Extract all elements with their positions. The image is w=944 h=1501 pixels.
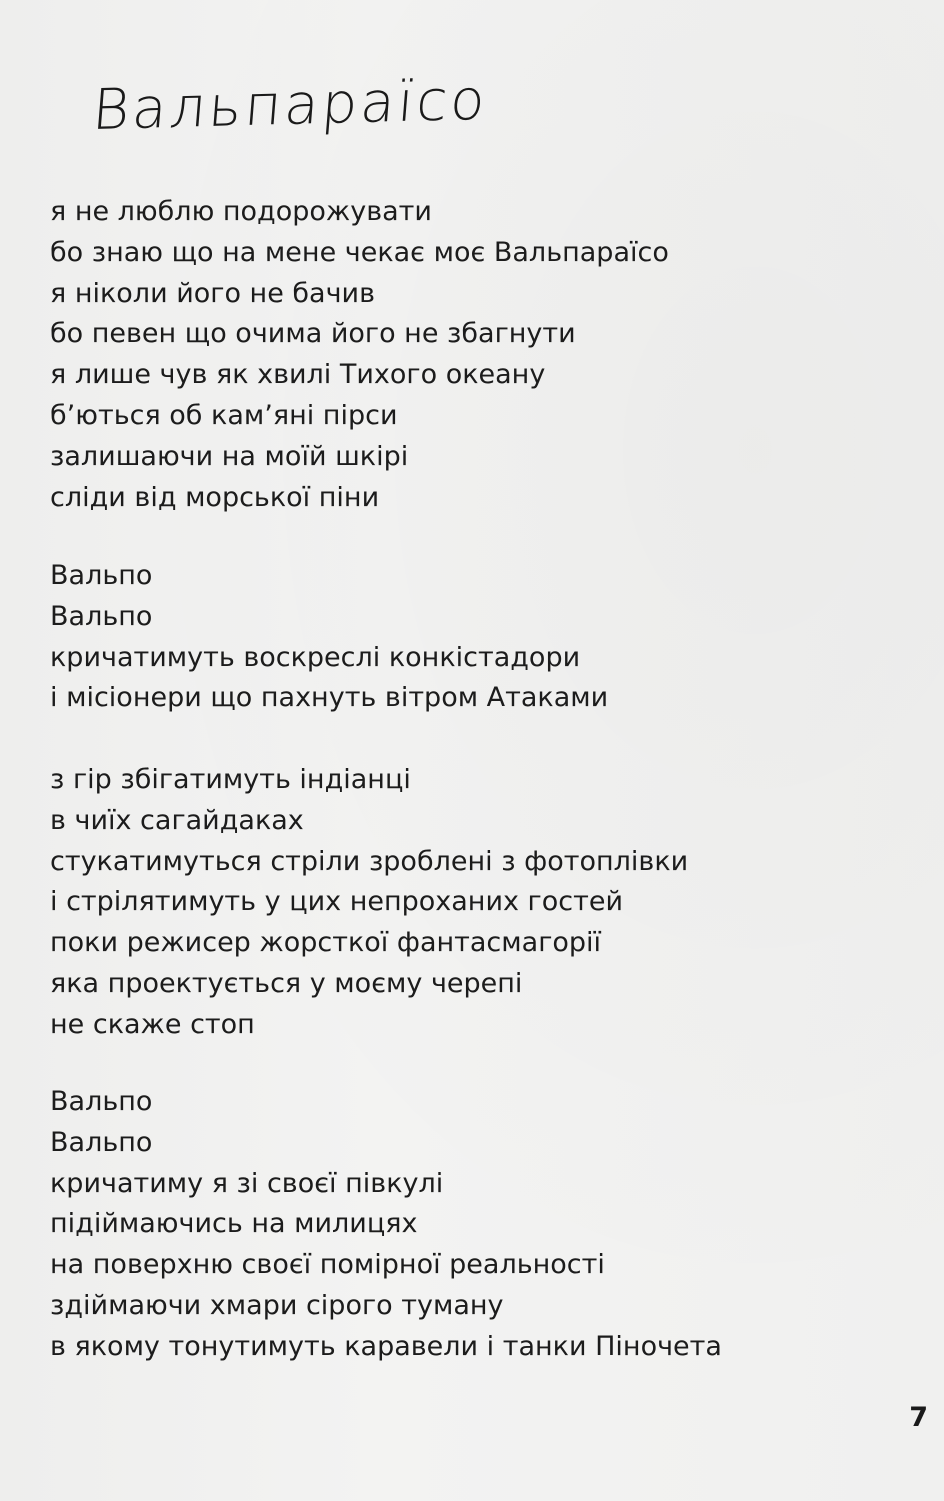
- stanza-3: [50, 760, 688, 1046]
- page-number: 7: [909, 1402, 928, 1433]
- poem-line: на поверхню своєї помірної реальності: [50, 1249, 605, 1281]
- poem-line: з гір збігатимуть індіанці: [50, 764, 411, 795]
- poem-line: кричатиму я зі своєї півкулі: [50, 1167, 444, 1199]
- poem-line: бо знаю що на мене чекає моє Вальпараїсо: [50, 236, 669, 268]
- stanza-1: [50, 192, 669, 518]
- poem-line: залишаючи на моїй шкірі: [50, 440, 409, 472]
- poem-line: кричатимуть воскреслі конкістадори: [50, 641, 581, 673]
- poem-line: Вальпо: [50, 600, 153, 632]
- poem-line: не скаже стоп: [50, 1008, 255, 1040]
- stanza-4: [50, 1082, 722, 1368]
- poem-line: Вальпо: [50, 560, 153, 591]
- poem-line: здіймаючи хмари сірого туману: [50, 1289, 504, 1321]
- poem-line: б’ються об кам’яні пірси: [50, 399, 398, 431]
- poem-line: в чиїх сагайдаках: [50, 804, 304, 836]
- poem-line: в якому тонутимуть каравели і танки Піночета: [50, 1330, 722, 1362]
- poem-line: яка проектується у моєму черепі: [50, 967, 523, 999]
- poem-line: я ніколи його не бачив: [50, 277, 376, 309]
- poem-line: підіймаючись на милицях: [50, 1208, 418, 1240]
- poem-line: я не люблю подорожувати: [50, 196, 432, 227]
- poem-line: Вальпо: [50, 1126, 153, 1158]
- stanza-2: [50, 556, 608, 719]
- poem-line: сліди від морської піни: [50, 481, 380, 513]
- poem-line: бо певен що очима його не збагнути: [50, 318, 576, 350]
- poem-line: і місіонери що пахнуть вітром Атаками: [50, 682, 609, 714]
- poem-line: я лише чув як хвилі Тихого океану: [50, 359, 546, 391]
- poem-line: Вальпо: [50, 1086, 153, 1117]
- poem-title: Вальпараїсо: [90, 67, 491, 143]
- poem-line: стукатимуться стріли зроблені з фотоплівки: [50, 845, 689, 877]
- poem-line: поки режисер жорсткої фантасмагорії: [50, 927, 602, 959]
- poem-line: і стрілятимуть у цих непроханих гостей: [50, 886, 623, 918]
